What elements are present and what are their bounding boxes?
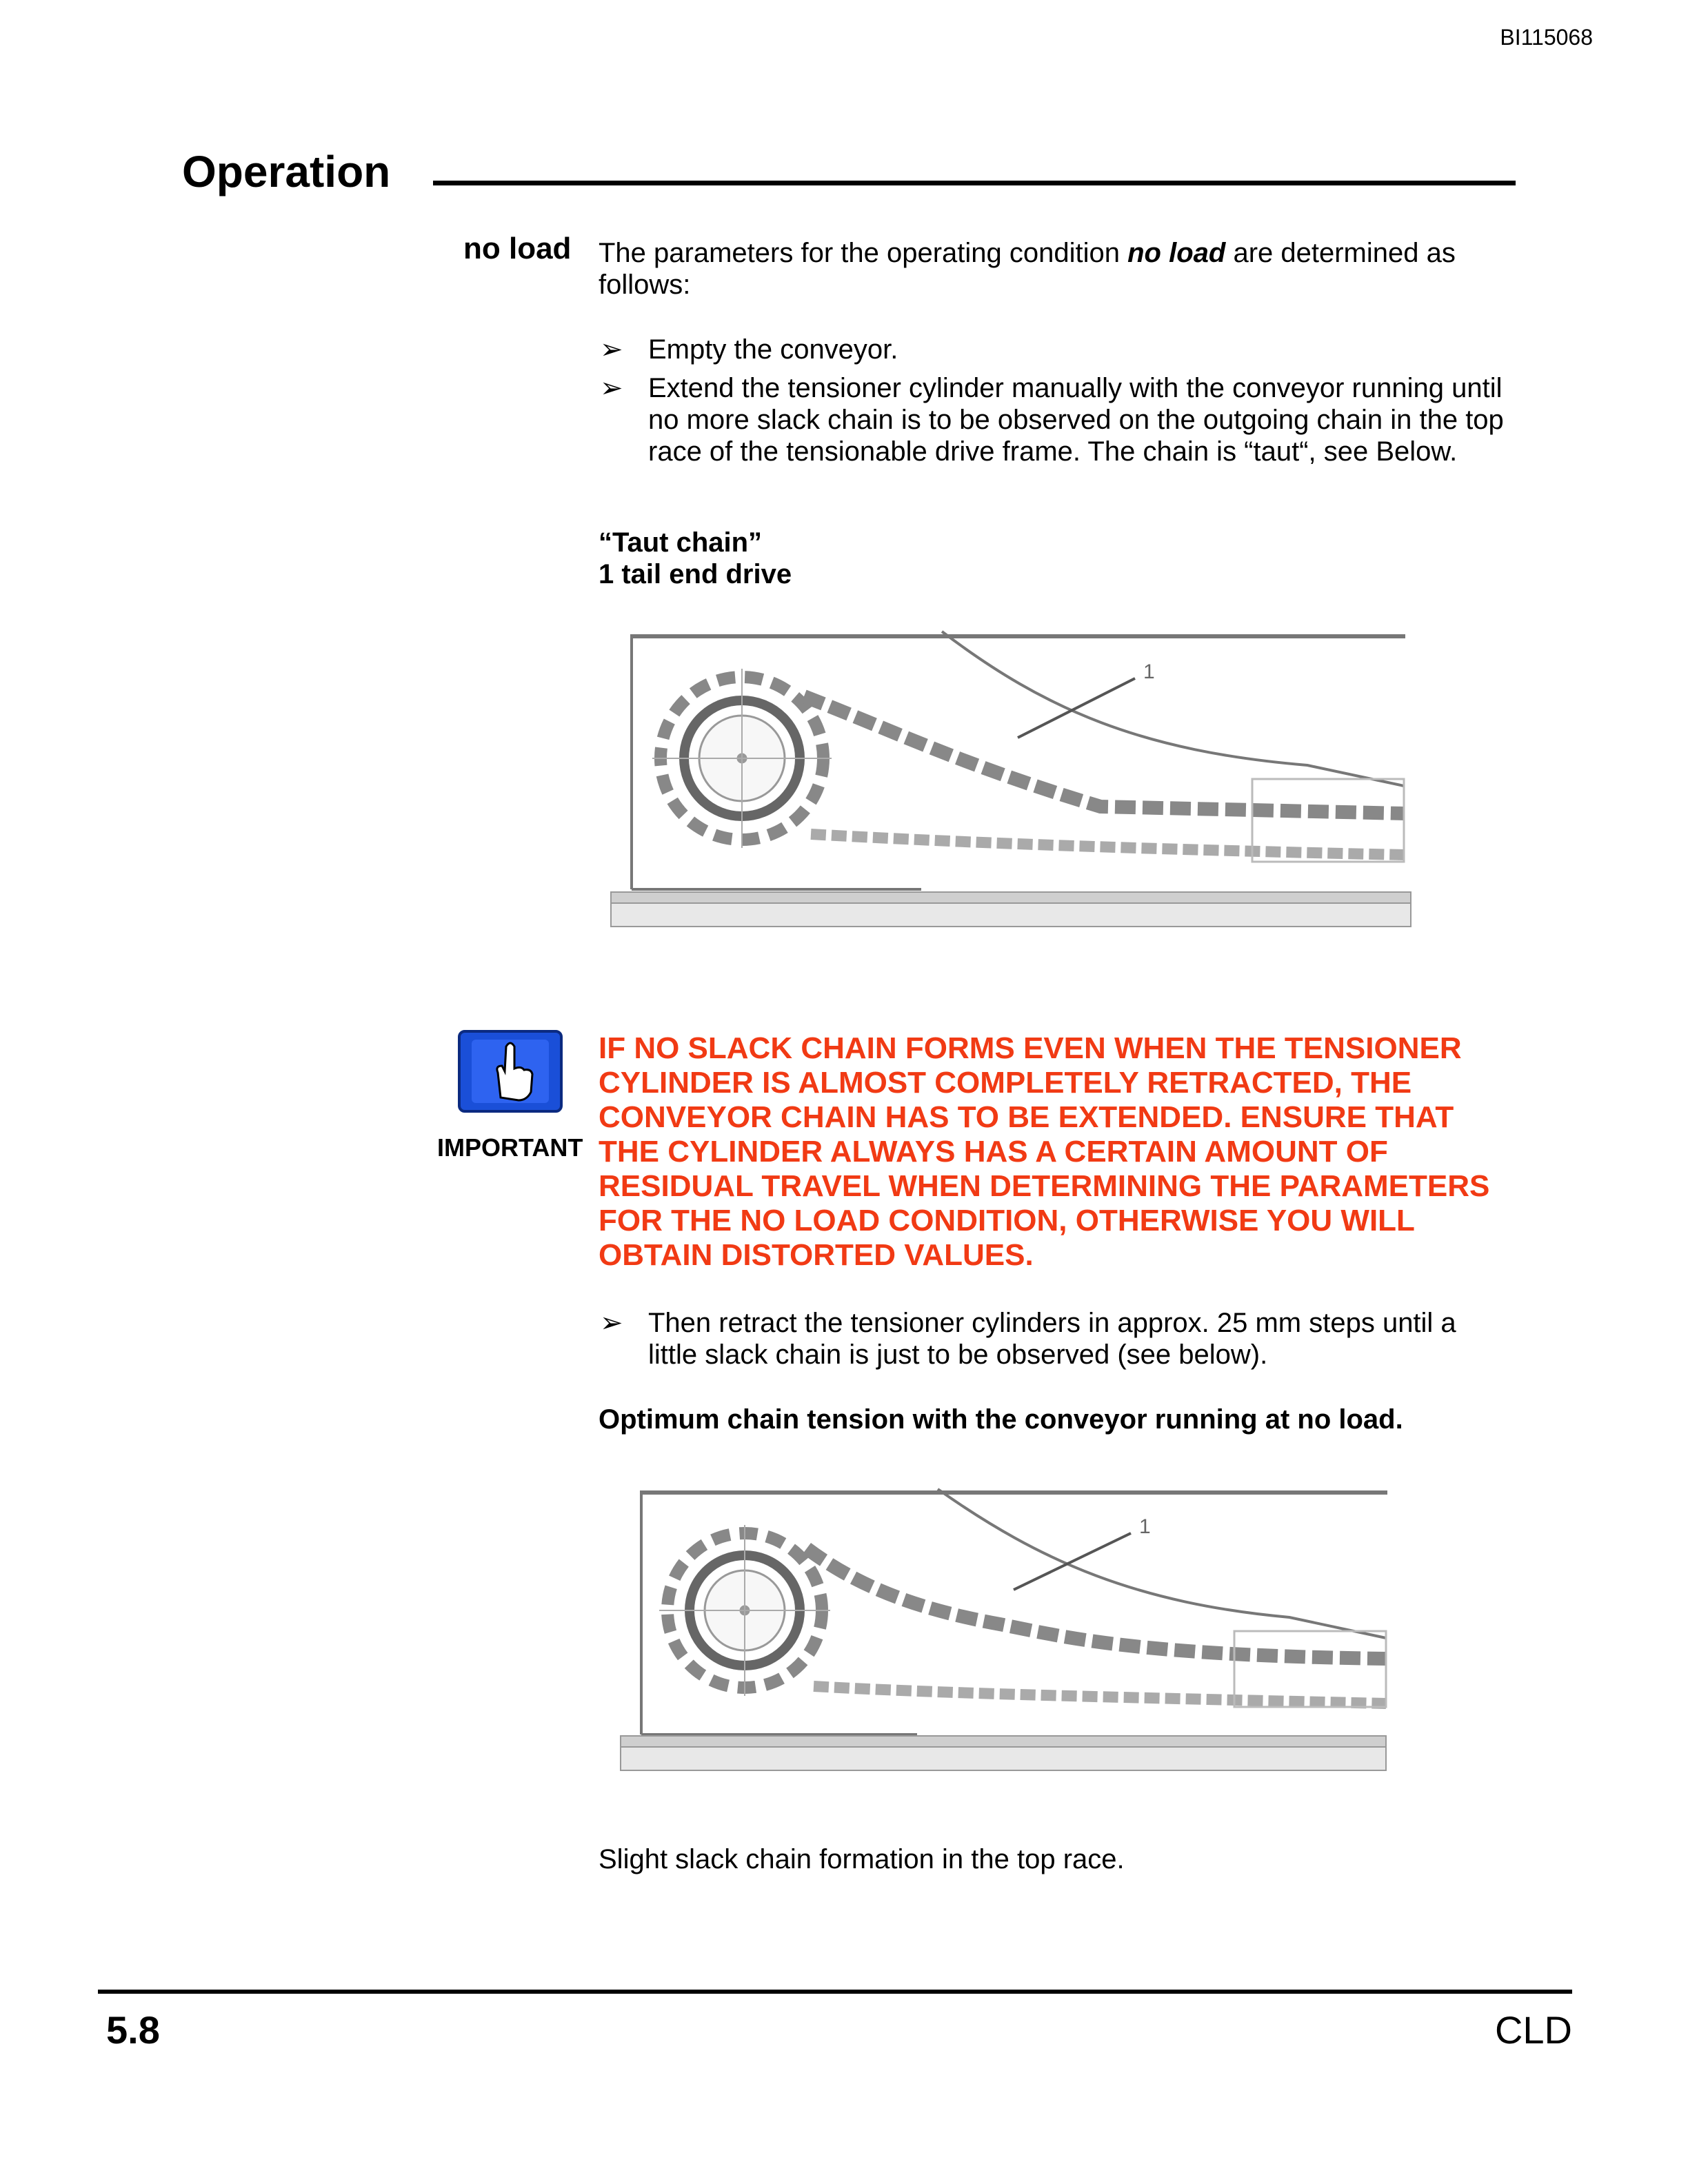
important-icon-box [458,1030,563,1113]
arrow-bullet-icon: ➢ [600,373,623,403]
document-id: BI115068 [1500,25,1593,50]
figure1-caption-line1: “Taut chain” [599,527,763,558]
important-warning-text: IF NO SLACK CHAIN FORMS EVEN WHEN THE TENSIONER CYLINDER IS ALMOST COMPLETELY RETRACTED, THE CONVEYOR CHAIN HAS TO BE EXTENDED. ENSURE THAT THE CYLINDER ALWAYS HAS A CERTAIN AMOUNT OF RESIDUAL TRAVEL WHEN DETERMINING THE PARAMETERS FOR THE NO LOAD CONDITION, OTHERWISE YOU WILL OBTAIN DISTORTED VALUES. [599,1031,1490,1272]
footer-rule [98,1990,1572,1994]
drive-diagram [614,1486,1393,1790]
intro-emphasis: no load [1127,238,1226,268]
intro-paragraph [599,237,1523,301]
figure2-caption: Optimum chain tension with the conveyor running at no load. [599,1404,1403,1435]
figure1-caption-line2: 1 tail end drive [599,559,792,589]
list-item [599,372,1509,467]
arrow-bullet-icon: ➢ [600,1308,623,1338]
footer-doc-code: CLD [1494,2008,1572,2052]
title-rule [433,181,1516,185]
section-title: Operation [182,147,391,196]
intro-before: The parameters for the operating condition [599,238,1128,268]
step-text: Then retract the tensioner cylinders in approx. 25 mm steps until a little slack chain is just to be observed (see below). [648,1308,1456,1370]
figure2-note: Slight slack chain formation in the top race. [599,1844,1125,1874]
step-3 [599,1307,1509,1371]
figure2-callout: 1 [1139,1515,1151,1538]
arrow-bullet-icon: ➢ [600,334,623,365]
drive-diagram [604,627,1418,944]
side-label: no load [463,232,572,265]
step-text: Extend the tensioner cylinder manually with the conveyor running until no more slack chain is to be observed on the outgoing chain in the top race of the tensionable drive frame. The chain is “taut“, see Below. [648,373,1504,467]
intro-after: are determined as follows: [599,238,1456,300]
figure-taut-chain [604,627,1418,944]
list-item [599,334,1509,365]
pointing-hand-icon [458,1030,563,1113]
step-list [599,334,1509,474]
step-text: Empty the conveyor. [648,334,898,365]
page-number: 5.8 [106,2008,160,2052]
figure-optimum-tension [614,1486,1393,1790]
figure1-caption [599,527,792,590]
figure1-callout: 1 [1143,660,1155,683]
important-label: IMPORTANT [437,1133,583,1162]
